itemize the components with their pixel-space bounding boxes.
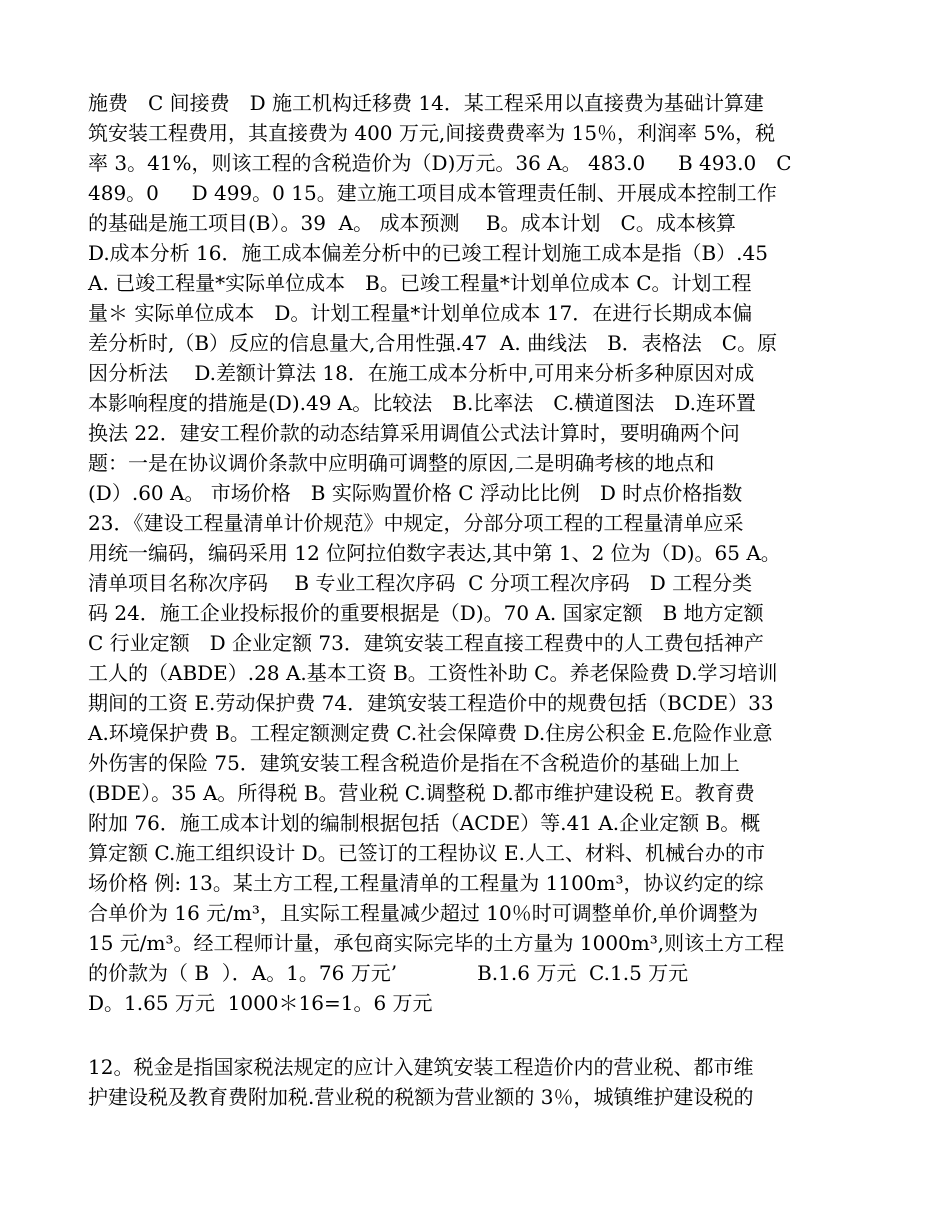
paragraph-exam-questions [88,88,868,1018]
text-line: 因分析法 D.差额计算法 18．在施工成本分析中,可用来分析多种原因对成 [88,361,755,385]
text-line: A.环境保护费 B。工程定额测定费 C.社会保障费 D.住房公积金 E.危险作业意 [88,721,773,745]
text-line: 码 24．施工企业投标报价的重要根据是（D)。70 A. 国家定额 B 地方定额 [88,601,764,625]
text-line: 题：一是在协议调价条款中应明确可调整的原因,二是明确考核的地点和 [88,451,715,475]
text-line: (BDE）。35 A。所得税 B。营业税 C.调整税 D.都市维护建设税 E。教育费 [88,781,755,805]
text-line: 场价格 例: 13。某土方工程,工程量清单的工程量为 1100m³，协议约定的综 [88,871,764,895]
text-line: 15 元/m³。经工程师计量，承包商实际完毕的土方量为 1000m³,则该土方工程 [88,931,785,955]
text-line: C 行业定额 D 企业定额 73．建筑安装工程直接工程费中的人工费包括神产 [88,631,764,655]
text-line: (D）.60 A。 市场价格 B 实际购置价格 C 浮动比比例 D 时点价格指数 [88,481,743,505]
text-line: 量＊ 实际单位成本 D。计划工程量*计划单位成本 17．在进行长期成本偏 [88,301,753,325]
text-line: 差分析时,（B）反应的信息量大,合用性强.47 A. 曲线法 B．表格法 C。原 [88,331,778,355]
text-line: 的价款为（ B ）．A。1。76 万元’ B.1.6 万元 C.1.5 万元 [88,961,689,985]
text-line: 合单价为 16 元/m³，且实际工程量减少超过 10％时可调整单价,单价调整为 [88,901,759,925]
text-line: 的基础是施工项目(B）。39 A。 成本预测 B。成本计划 C。成本核算 [88,211,736,235]
text-line: 护建设税及教育费附加税.营业税的税额为营业额的 3％，城镇维护建设税的 [88,1085,754,1109]
text-line: 率 3。41%，则该工程的含税造价为（D)万元。36 A。 483.0 B 493.0 C [88,151,792,175]
text-line: 附加 76．施工成本计划的编制根据包括（ACDE）等.41 A.企业定额 B。概 [88,811,761,835]
text-line: D。1.65 万元 1000＊16=1。6 万元 [88,991,433,1015]
text-line: 工人的（ABDE）.28 A.基本工资 B。工资性补助 C。养老保险费 D.学习培训 [88,661,778,685]
paragraph-tax-explanation [88,1052,868,1112]
text-line: A. 已竣工程量*实际单位成本 B。已竣工程量*计划单位成本 C。计划工程 [88,271,752,295]
text-line: 23．《建设工程量清单计价规范》中规定，分部分项工程的工程量清单应采 [88,511,744,535]
text-line: 施费 C 间接费 D 施工机构迁移费 14．某工程采用以直接费为基础计算建 [88,91,764,115]
text-line: 用统一编码，编码采用 12 位阿拉伯数字表达,其中第 1、2 位为（D)。65 A。 [88,541,781,565]
text-line: 算定额 C.施工组织设计 D。已签订的工程协议 E.人工、材料、机械台办的市 [88,841,766,865]
text-line: 筑安装工程费用，其直接费为 400 万元,间接费费率为 15％，利润率 5%，税 [88,121,776,145]
text-line: 换法 22．建安工程价款的动态结算采用调值公式法计算时，要明确两个问 [88,421,740,445]
text-line: 12。税金是指国家税法规定的应计入建筑安装工程造价内的营业税、都市维 [88,1055,754,1079]
text-line: 清单项目名称次序码 B 专业工程次序码 C 分项工程次序码 D 工程分类 [88,571,753,595]
text-line: 期间的工资 E.劳动保护费 74．建筑安装工程造价中的规费包括（BCDE）33 [88,691,774,715]
text-line: 本影响程度的措施是(D).49 A。比较法 B.比率法 C.横道图法 D.连环置 [88,391,756,415]
text-line: 489。0 D 499。0 15。建立施工项目成本管理责任制、开展成本控制工作 [88,181,777,205]
text-line: D.成本分析 16．施工成本偏差分析中的已竣工程计划施工成本是指（B）.45 [88,241,768,265]
text-line: 外伤害的保险 75．建筑安装工程含税造价是指在不含税造价的基础上加上 [88,751,740,775]
